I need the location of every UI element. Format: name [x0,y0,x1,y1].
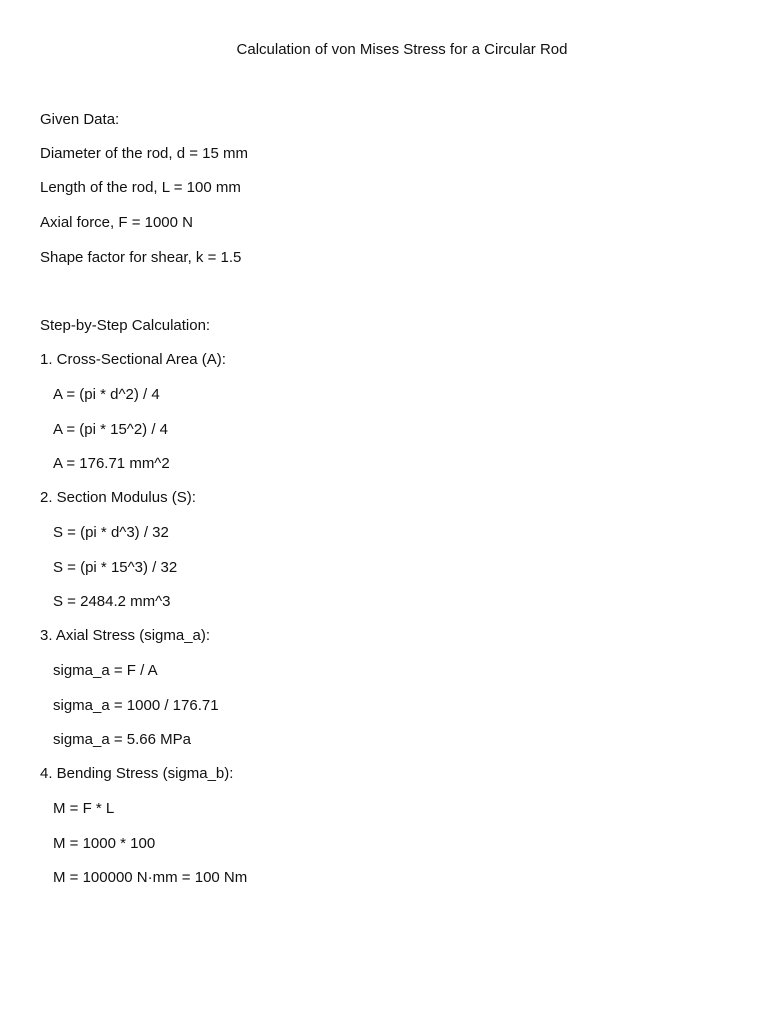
document-title: Calculation of von Mises Stress for a Circular Rod [236,41,568,58]
given-shape-factor: Shape factor for shear, k = 1.5 [40,249,242,266]
step-2-line-2: S = (pi * 15^3) / 32 [53,559,178,576]
given-axial-force: Axial force, F = 1000 N [40,214,193,231]
given-length: Length of the rod, L = 100 mm [40,179,241,196]
step-1-label: 1. Cross-Sectional Area (A): [40,351,226,368]
step-2-label: 2. Section Modulus (S): [40,489,196,506]
step-4-line-1: M = F * L [53,800,115,817]
step-1-line-3: A = 176.71 mm^2 [53,455,170,472]
step-3-line-3: sigma_a = 5.66 MPa [53,731,191,748]
step-2-line-3: S = 2484.2 mm^3 [53,593,171,610]
step-4-label: 4. Bending Stress (sigma_b): [40,765,234,782]
step-1-line-2: A = (pi * 15^2) / 4 [53,421,169,438]
given-diameter: Diameter of the rod, d = 15 mm [40,145,249,162]
step-4-line-3: M = 100000 N·mm = 100 Nm [53,869,248,886]
step-3-line-1: sigma_a = F / A [53,662,158,679]
step-4-line-2: M = 1000 * 100 [53,835,156,852]
calculation-heading: Step-by-Step Calculation: [40,317,211,334]
step-3-line-2: sigma_a = 1000 / 176.71 [53,697,219,714]
given-data-heading: Given Data: [40,111,120,128]
step-2-line-1: S = (pi * d^3) / 32 [53,524,169,541]
step-3-label: 3. Axial Stress (sigma_a): [40,627,211,644]
step-1-line-1: A = (pi * d^2) / 4 [53,386,160,403]
